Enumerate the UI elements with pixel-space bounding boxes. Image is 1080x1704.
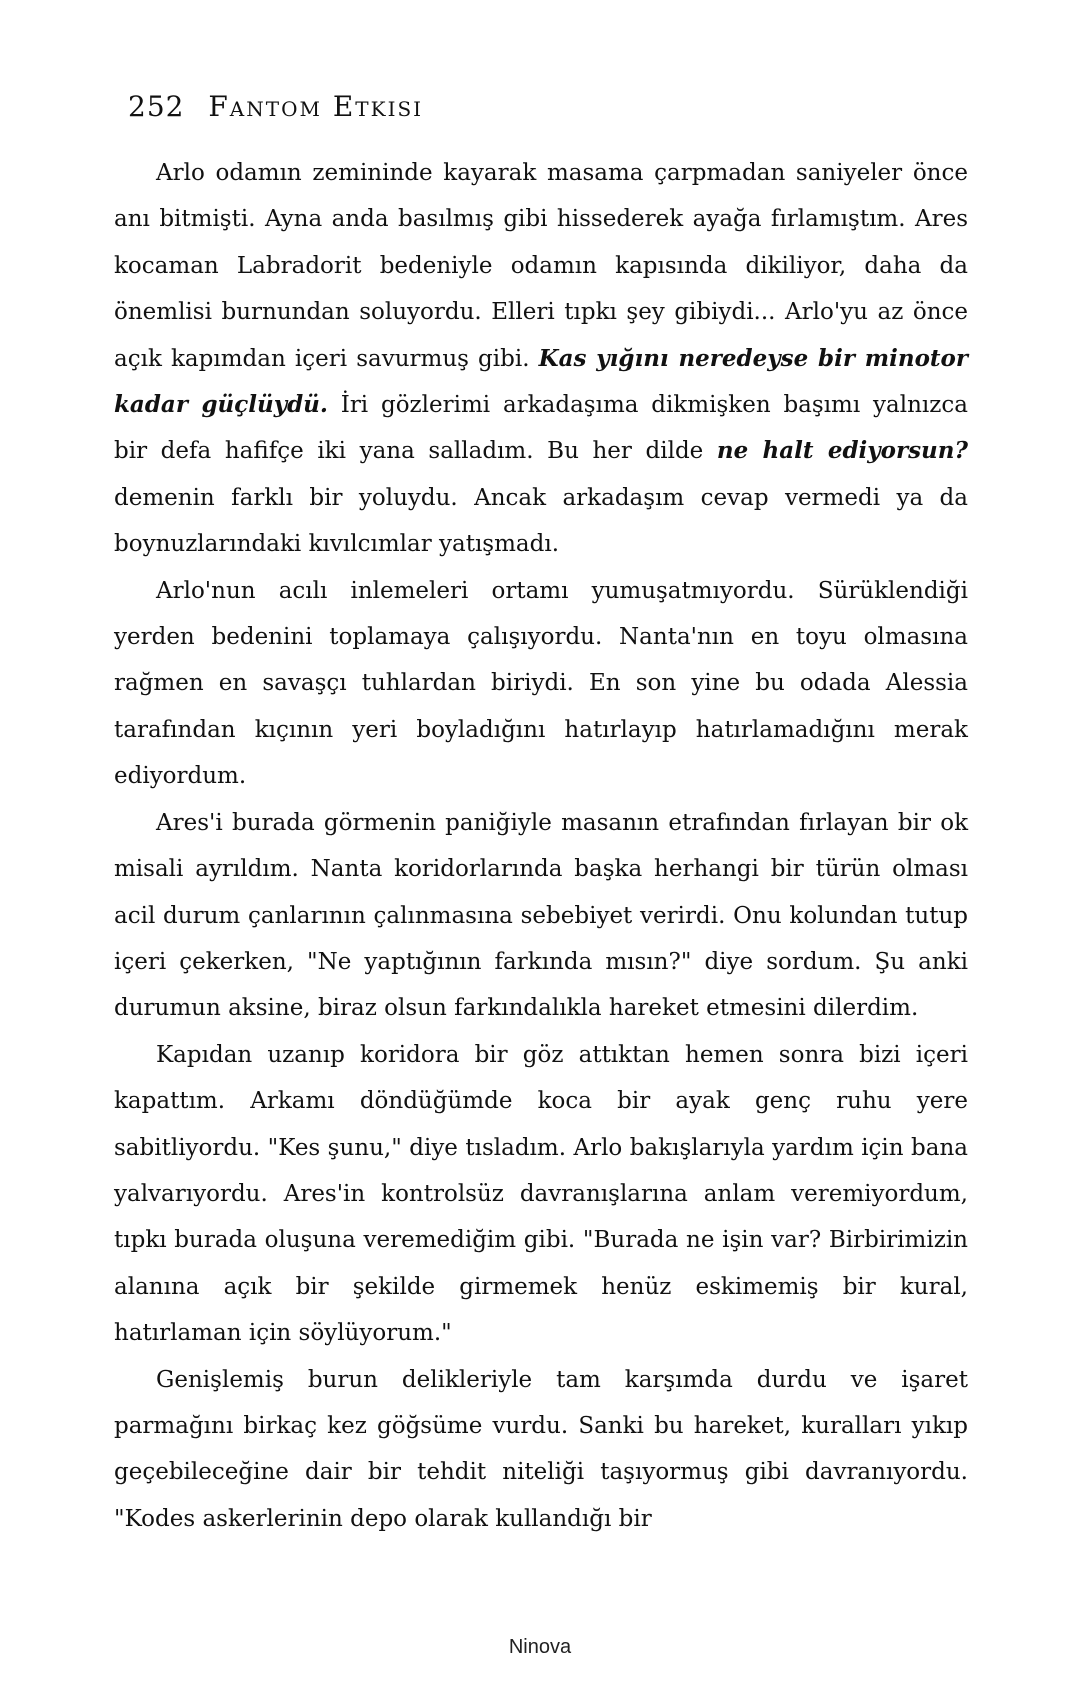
paragraph-2 [114,568,968,800]
text-run: İri gözlerimi arkadaşıma dikmişken başımı yalnızca bir defa hafifçe iki yana salladım. Bu her dilde [114,392,968,465]
text-run: Genişlemiş burun delikleriyle tam karşımda durdu ve işaret parmağını birkaç kez göğsüme vurdu. Sanki bu hareket, kuralları yıkıp geçebileceğine dair bir tehdit niteliği taşıyormuş gibi davranıyordu. "Kodes askerlerinin depo olarak kullandığı bir [114,1366,968,1532]
text-run: Arlo'nun acılı inlemeleri ortamı yumuşatmıyordu. Sürüklendiği yerden bedenini toplamaya çalışıyordu. Nanta'nın en toyu olmasına rağmen en savaşçı tuhlardan biriydi. En son yine bu odada Alessia tarafından kıçının yeri boyladığını hatırlayıp hatırlamadığını merak ediyordum. [114,577,968,790]
paragraph-1 [114,150,968,568]
paragraph-3 [114,800,968,1032]
publisher-footer: Ninova [508,1636,572,1658]
page-number: 252 [128,90,185,123]
book-title: Fantom Etkisi [208,90,424,123]
paragraph-5 [114,1357,968,1543]
body-text [114,150,968,1542]
running-head [128,90,423,123]
text-run: Arlo odamın zemininde kayarak masama çarpmadan saniyeler önce anı bitmişti. Ayna anda basılmış gibi hissederek ayağa fırlamıştım. Ares kocaman Labradorit bedeniyle odamın kapısında dikiliyor, daha da önemlisi burnundan soluyordu. Elleri tıpkı şey gibiydi... Arlo'yu az önce açık kapımdan içeri savurmuş gibi. [114,160,968,372]
italic-phrase: ne halt ediyorsun? [716,437,968,465]
italic-thought: Kas yığını neredeyse bir minotor kadar güçlüydü. [114,344,968,419]
text-run: demenin farklı bir yoluydu. Ancak arkadaşım cevap vermedi ya da boynuzlarındaki kıvılcımlar yatışmadı. [114,484,968,558]
text-run: Ares'i burada görmenin paniğiyle masanın etrafından fırlayan bir ok misali ayrıldım. Nanta koridorlarında başka herhangi bir türün olması acil durum çanlarının çalınmasına sebebiyet verirdi. Onu kolundan tutup içeri çekerken, "Ne yaptığının farkında mısın?" diye sordum. Şu anki durumun aksine, biraz olsun farkındalıkla hareket etmesini dilerdim. [114,809,968,1022]
paragraph-4 [114,1032,968,1357]
text-run: Kapıdan uzanıp koridora bir göz attıktan hemen sonra bizi içeri kapattım. Arkamı döndüğümde koca bir ayak genç ruhu yere sabitliyordu. "Kes şunu," diye tısladım. Arlo bakışlarıyla yardım için bana yalvarıyordu. Ares'in kontrolsüz davranışlarına anlam veremiyordum, tıpkı burada oluşuna veremediğim gibi. "Burada ne işin var? Birbirimizin alanına açık bir şekilde girmemek henüz eskimemiş bir kural, hatırlaman için söylüyorum." [114,1041,968,1347]
